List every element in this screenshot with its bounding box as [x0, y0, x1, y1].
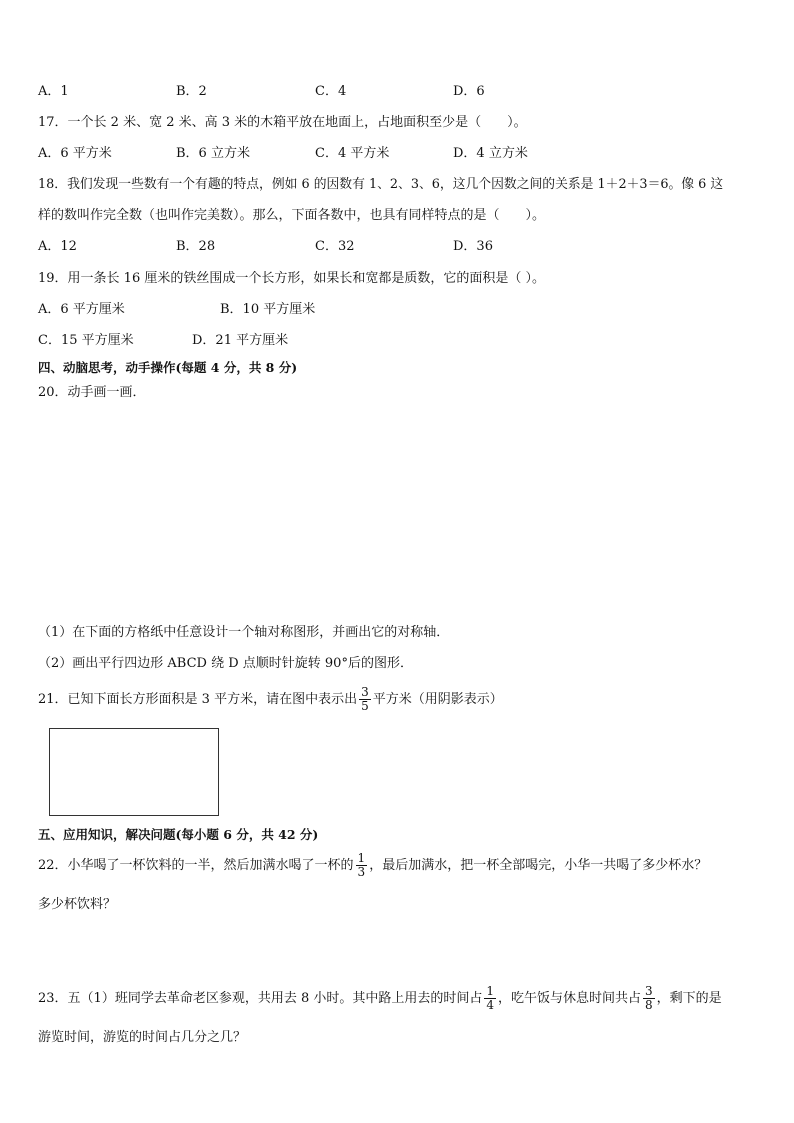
fraction: [356, 852, 368, 879]
option-a: A．1: [38, 84, 69, 99]
option-d: D．36: [453, 239, 493, 254]
question-22-text-after: ，最后加满水，把一杯全部喝完，小华一共喝了多少杯水？: [369, 858, 708, 873]
option-d: D．4 立方米: [453, 146, 528, 161]
option-d: D．21 平方厘米: [192, 333, 289, 348]
question-21: [38, 683, 503, 717]
question-22-line2: 多少杯饮料？: [38, 897, 117, 912]
option-a: A．12: [38, 239, 77, 254]
question-21-text-before: 21．已知下面长方形面积是 3 平方米，请在图中表示出: [38, 692, 358, 707]
fraction-denominator: 4: [486, 998, 494, 1012]
question-23-text-middle: ，吃午饭与休息时间共占: [498, 991, 642, 1006]
question-23-line1: [38, 981, 722, 1017]
fraction: [484, 985, 496, 1012]
option-a: A．6 平方厘米: [38, 302, 125, 317]
fraction-numerator: 1: [486, 984, 494, 998]
option-c: C．4 平方米: [315, 146, 390, 161]
option-b: B．28: [176, 239, 216, 254]
section-4-title: 四、动脑思考，动手操作(每题 4 分，共 8 分): [38, 360, 298, 375]
question-23-text-before: 23．五（1）班同学去革命老区参观，共用去 8 小时。其中路上用去的时间占: [38, 991, 483, 1006]
question-20-sub1: （1）在下面的方格纸中任意设计一个轴对称图形，并画出它的对称轴．: [38, 625, 450, 640]
fraction-numerator: 3: [361, 685, 369, 699]
question-18-line1: 18．我们发现一些数有一个有趣的特点，例如 6 的因数有 1、2、3、6，这几个因数之间的关系是 1＋2＋3＝6。像 6 这: [38, 177, 724, 192]
question-23-line2: 游览时间，游览的时间占几分之几？: [38, 1030, 247, 1045]
fraction-numerator: 3: [645, 984, 653, 998]
fraction-denominator: 3: [357, 865, 366, 879]
option-c: C．4: [315, 84, 347, 99]
fraction-denominator: 5: [361, 699, 369, 713]
question-22-line1: [38, 848, 707, 884]
question-22-text-before: 22．小华喝了一杯饮料的一半，然后加满水喝了一杯的: [38, 858, 354, 873]
question-19: 19．用一条长 16 厘米的铁丝围成一个长方形，如果长和宽都是质数，它的面积是（ ）。: [38, 271, 545, 286]
question-20-sub2: （2）画出平行四边形 ABCD 绕 D 点顺时针旋转 90°后的图形．: [38, 656, 413, 671]
fraction: [359, 686, 371, 713]
option-a: A．6 平方米: [38, 146, 112, 161]
question-21-text-after: 平方米（用阴影表示）: [372, 692, 503, 707]
question-23-text-after: ，剩下的是: [656, 991, 722, 1006]
option-b: B．10 平方厘米: [220, 302, 316, 317]
question-18-line2: 样的数叫作完全数（也叫作完美数）。那么，下面各数中，也具有同样特点的是（ ）。: [38, 208, 546, 223]
fraction-numerator: 1: [357, 851, 366, 865]
question-20: 20．动手画一画．: [38, 385, 146, 400]
option-c: C．32: [315, 239, 355, 254]
fraction-denominator: 8: [645, 998, 653, 1012]
option-c: C．15 平方厘米: [38, 333, 134, 348]
option-d: D．6: [453, 84, 485, 99]
section-5-title: 五、应用知识，解决问题(每小题 6 分，共 42 分): [38, 827, 319, 842]
option-b: B．6 立方米: [176, 146, 250, 161]
question-17: 17．一个长 2 米、宽 2 米、高 3 米的木箱平放在地面上，占地面积至少是（ ）。: [38, 115, 527, 130]
rectangle-figure: [49, 728, 219, 816]
fraction: [643, 985, 655, 1012]
option-b: B．2: [176, 84, 207, 99]
